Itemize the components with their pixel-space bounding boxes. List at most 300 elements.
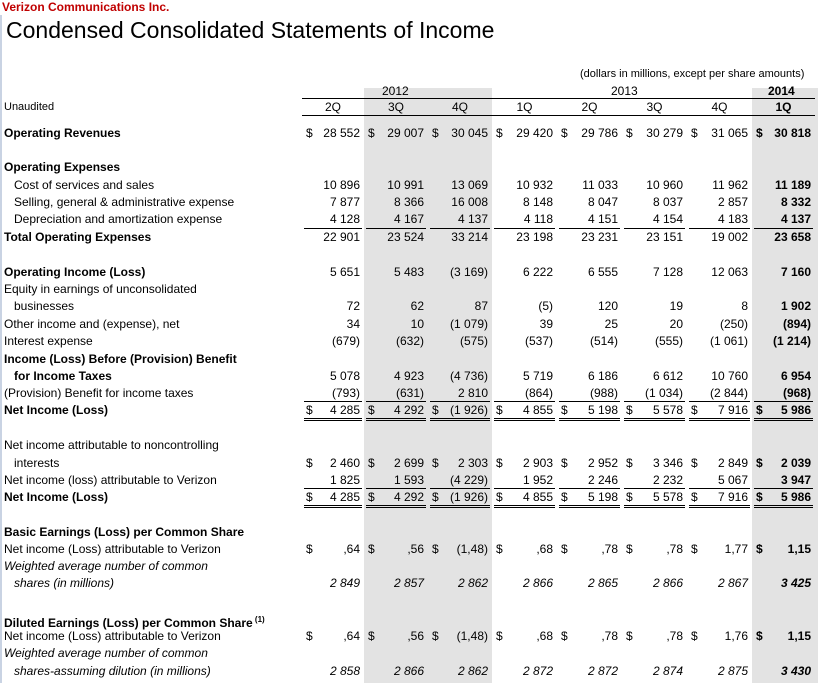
value-cell: 39: [539, 317, 553, 331]
total-rule: [624, 228, 685, 229]
row-label: Net income (Loss) attributable to Verizon: [4, 542, 221, 556]
double-rule: [430, 418, 490, 419]
table-row: [0, 455, 818, 472]
double-rule: [304, 420, 362, 421]
value-cell: $ 4 285: [306, 403, 360, 417]
total-rule: [494, 401, 555, 402]
double-rule: [494, 418, 555, 419]
value-cell: 13 069: [451, 178, 488, 192]
currency-symbol: $: [756, 629, 763, 643]
value-cell: (631): [395, 386, 424, 400]
row-label: Operating Expenses: [4, 160, 121, 174]
value-cell: 5 719: [522, 369, 553, 383]
value-cell: $ 5 986: [756, 403, 811, 417]
double-rule: [304, 507, 362, 508]
value-cell: 2 872: [587, 664, 618, 678]
value-cell: $ 4 855: [496, 403, 553, 417]
value-cell: 4 137: [457, 212, 488, 226]
currency-symbol: $: [496, 629, 503, 643]
value-cell: 2 858: [329, 664, 360, 678]
currency-symbol: $: [626, 403, 633, 417]
total-rule: [689, 228, 750, 229]
value-cell: 4 154: [652, 212, 683, 226]
value-cell: $ 28 552: [306, 126, 360, 140]
currency-symbol: $: [368, 542, 375, 556]
row-label: Other income and (expense), net: [4, 317, 180, 331]
value-cell: 25: [604, 317, 618, 331]
value-cell: $ ,68: [496, 629, 553, 643]
value-cell: 2 849: [329, 576, 360, 590]
currency-symbol: $: [626, 126, 633, 140]
table-row: [0, 351, 818, 368]
value-cell: 10 932: [516, 178, 553, 192]
value-cell: (1 061): [709, 334, 748, 348]
currency-symbol: $: [626, 542, 633, 556]
total-rule: [304, 401, 362, 402]
value-cell: $ (1,48): [432, 629, 488, 643]
currency-symbol: $: [432, 490, 439, 504]
double-rule: [494, 420, 555, 421]
value-cell: $ 1,76: [691, 629, 748, 643]
total-rule: [754, 401, 813, 402]
value-cell: 120: [597, 299, 618, 313]
unaudited-label: Unaudited: [4, 101, 55, 113]
total-rule: [754, 228, 813, 229]
row-label: shares-assuming dilution (in millions): [4, 664, 211, 678]
value-cell: $ 2 039: [756, 456, 811, 470]
row-label: for Income Taxes: [4, 369, 112, 383]
value-cell: $ 30 279: [626, 126, 683, 140]
row-label: Weighted average number of common: [4, 559, 208, 573]
value-cell: (537): [524, 334, 553, 348]
value-cell: 3 430: [780, 664, 811, 678]
year-rule: [302, 98, 815, 99]
value-cell: $ ,78: [626, 542, 683, 556]
value-cell: 2 866: [652, 576, 683, 590]
value-cell: 11 962: [712, 178, 748, 192]
value-cell: 2 810: [457, 386, 488, 400]
value-cell: 7 160: [780, 265, 811, 279]
value-cell: $ 2 303: [432, 456, 488, 470]
double-rule: [430, 420, 490, 421]
value-cell: $ 29 786: [561, 126, 618, 140]
value-cell: 2 246: [587, 473, 618, 487]
value-cell: 2 865: [587, 576, 618, 590]
value-cell: 22 901: [323, 230, 360, 244]
value-cell: 8 148: [522, 195, 553, 209]
total-rule: [430, 488, 490, 489]
table-row: [0, 211, 818, 228]
value-cell: 2 857: [393, 576, 424, 590]
value-cell: (679): [331, 334, 360, 348]
value-cell: 19 002: [711, 230, 748, 244]
value-cell: $ 5 198: [561, 490, 618, 504]
total-rule: [304, 488, 362, 489]
value-cell: 2 867: [717, 576, 748, 590]
value-cell: 5 651: [329, 265, 360, 279]
row-label: Interest expense: [4, 334, 93, 348]
footnote-marker: (1): [252, 615, 265, 624]
double-rule: [754, 507, 813, 508]
total-rule: [366, 488, 426, 489]
value-cell: $ ,78: [626, 629, 683, 643]
value-cell: 19: [669, 299, 683, 313]
total-rule: [689, 488, 750, 489]
currency-symbol: $: [432, 542, 439, 556]
value-cell: $ 3 346: [626, 456, 683, 470]
value-cell: (1 214): [772, 334, 811, 348]
currency-symbol: $: [306, 629, 313, 643]
value-cell: (514): [589, 334, 618, 348]
currency-symbol: $: [432, 456, 439, 470]
value-cell: $ 4 292: [368, 403, 424, 417]
currency-symbol: $: [368, 403, 375, 417]
row-label: Diluted Earnings (Loss) per Common Share $^{(1)}$: [4, 615, 265, 630]
value-cell: $ 30 818: [756, 126, 811, 140]
quarter-header-1: 3Q: [387, 100, 404, 114]
table-row: [0, 385, 818, 402]
value-cell: 2 866: [522, 576, 553, 590]
value-cell: 5 483: [393, 265, 424, 279]
value-cell: (894): [782, 317, 811, 331]
table-row: [0, 663, 818, 680]
row-label: Net Income (Loss): [4, 490, 109, 504]
value-cell: 5 067: [717, 473, 748, 487]
row-label: Selling, general & administrative expense: [4, 195, 235, 209]
value-cell: $ 31 065: [691, 126, 748, 140]
value-cell: $ 2 903: [496, 456, 553, 470]
currency-symbol: $: [691, 456, 698, 470]
total-rule: [559, 228, 620, 229]
value-cell: $ 30 045: [432, 126, 488, 140]
quarter-header-0: 2Q: [324, 100, 341, 114]
double-rule: [494, 507, 555, 508]
total-rule: [559, 488, 620, 489]
currency-symbol: $: [432, 629, 439, 643]
row-label: Basic Earnings (Loss) per Common Share: [4, 525, 245, 539]
table-row: [0, 316, 818, 333]
value-cell: $ 4 285: [306, 490, 360, 504]
row-label: Depreciation and amortization expense: [4, 212, 223, 226]
currency-symbol: $: [306, 456, 313, 470]
row-label: Equity in earnings of unconsolidated: [4, 282, 197, 296]
currency-symbol: $: [368, 629, 375, 643]
value-cell: 10 896: [323, 178, 360, 192]
total-rule: [494, 228, 555, 229]
total-rule: [624, 488, 685, 489]
row-label: (Provision) Benefit for income taxes: [4, 386, 194, 400]
value-cell: (632): [395, 334, 424, 348]
value-cell: 2 862: [457, 576, 488, 590]
row-label: shares (in millions): [4, 576, 115, 590]
currency-symbol: $: [626, 456, 633, 470]
value-cell: $ ,78: [561, 629, 618, 643]
table-row: [0, 264, 818, 281]
units-note: (dollars in millions, except per share amounts): [580, 68, 805, 80]
double-rule: [689, 507, 750, 508]
value-cell: 1 902: [780, 299, 811, 313]
table-row: [0, 194, 818, 211]
value-cell: 10 960: [646, 178, 683, 192]
currency-symbol: $: [368, 126, 375, 140]
value-cell: 2 875: [717, 664, 748, 678]
row-label: Net income attributable to noncontrolling: [4, 438, 219, 452]
double-rule: [559, 420, 620, 421]
currency-symbol: $: [306, 403, 313, 417]
currency-symbol: $: [561, 126, 568, 140]
value-cell: (864): [524, 386, 553, 400]
quarter-header-3: 1Q: [516, 100, 533, 114]
table-row: [0, 298, 818, 315]
value-cell: $ ,56: [368, 629, 424, 643]
value-cell: 72: [346, 299, 360, 313]
quarter-rule: [302, 115, 815, 116]
value-cell: 33 214: [451, 230, 488, 244]
double-rule: [304, 505, 362, 506]
currency-symbol: $: [756, 126, 763, 140]
value-cell: $ (1 926): [432, 490, 488, 504]
double-rule: [754, 505, 813, 506]
value-cell: $ 4 855: [496, 490, 553, 504]
value-cell: 34: [346, 317, 360, 331]
double-rule: [304, 418, 362, 419]
table-row: [0, 558, 818, 575]
value-cell: (1 079): [449, 317, 488, 331]
currency-symbol: $: [432, 403, 439, 417]
value-cell: $ 2 849: [691, 456, 748, 470]
value-cell: $ 2 699: [368, 456, 424, 470]
currency-symbol: $: [561, 542, 568, 556]
value-cell: 23 524: [387, 230, 424, 244]
value-cell: (4 229): [449, 473, 488, 487]
value-cell: (1 034): [644, 386, 683, 400]
value-cell: 1 593: [393, 473, 424, 487]
value-cell: 1 825: [329, 473, 360, 487]
currency-symbol: $: [496, 403, 503, 417]
currency-symbol: $: [368, 490, 375, 504]
double-rule: [494, 505, 555, 506]
value-cell: $ 1,77: [691, 542, 748, 556]
value-cell: 10: [410, 317, 424, 331]
double-rule: [559, 507, 620, 508]
value-cell: 10 760: [711, 369, 748, 383]
value-cell: 23 151: [646, 230, 683, 244]
value-cell: 2 857: [717, 195, 748, 209]
value-cell: $ 1,15: [756, 542, 811, 556]
row-label: Net Income (Loss): [4, 403, 109, 417]
table-row: [0, 645, 818, 662]
double-rule: [430, 507, 490, 508]
row-label: Net income (Loss) attributable to Verizon: [4, 629, 221, 643]
currency-symbol: $: [756, 542, 763, 556]
currency-symbol: $: [691, 403, 698, 417]
table-row: [0, 472, 818, 489]
table-row: [0, 489, 818, 506]
row-label: Weighted average number of common: [4, 646, 208, 660]
value-cell: 7 128: [652, 265, 683, 279]
value-cell: $ ,64: [306, 542, 360, 556]
table-row: [0, 402, 818, 419]
value-cell: 6 186: [587, 369, 618, 383]
currency-symbol: $: [691, 629, 698, 643]
value-cell: 6 954: [780, 369, 811, 383]
value-cell: 12 063: [711, 265, 748, 279]
double-rule: [366, 420, 426, 421]
value-cell: $ 5 198: [561, 403, 618, 417]
double-rule: [689, 418, 750, 419]
value-cell: (988): [589, 386, 618, 400]
value-cell: 62: [410, 299, 424, 313]
value-cell: 8 366: [393, 195, 424, 209]
quarter-header-5: 3Q: [646, 100, 663, 114]
double-rule: [559, 418, 620, 419]
value-cell: 2 872: [522, 664, 553, 678]
table-row: [0, 177, 818, 194]
value-cell: 2 232: [652, 473, 683, 487]
value-cell: 6 555: [587, 265, 618, 279]
double-rule: [366, 507, 426, 508]
value-cell: 4 183: [717, 212, 748, 226]
currency-symbol: $: [691, 490, 698, 504]
value-cell: 10 991: [387, 178, 424, 192]
value-cell: (5): [538, 299, 553, 313]
row-label: Total Operating Expenses: [4, 230, 152, 244]
value-cell: $ 2 952: [561, 456, 618, 470]
currency-symbol: $: [306, 542, 313, 556]
double-rule: [366, 418, 426, 419]
value-cell: (968): [782, 386, 811, 400]
value-cell: (250): [719, 317, 748, 331]
table-row: [0, 628, 818, 645]
value-cell: 23 658: [774, 230, 811, 244]
row-label: businesses: [4, 299, 75, 313]
value-cell: 4 923: [393, 369, 424, 383]
total-rule: [559, 401, 620, 402]
total-rule: [754, 488, 813, 489]
value-cell: $ 5 578: [626, 403, 683, 417]
table-row: [0, 368, 818, 385]
currency-symbol: $: [306, 490, 313, 504]
value-cell: (793): [331, 386, 360, 400]
value-cell: 2 874: [652, 664, 683, 678]
currency-symbol: $: [496, 490, 503, 504]
double-rule: [689, 420, 750, 421]
table-row: [0, 575, 818, 592]
value-cell: 23 198: [516, 230, 553, 244]
double-rule: [366, 505, 426, 506]
value-cell: (555): [654, 334, 683, 348]
value-cell: $ 29 420: [496, 126, 553, 140]
currency-symbol: $: [756, 456, 763, 470]
year-2012: 2012: [382, 84, 409, 98]
total-rule: [689, 401, 750, 402]
value-cell: 5 078: [329, 369, 360, 383]
double-rule: [559, 505, 620, 506]
value-cell: 4 167: [393, 212, 424, 226]
value-cell: (575): [459, 334, 488, 348]
currency-symbol: $: [561, 490, 568, 504]
value-cell: $ 7 916: [691, 490, 748, 504]
table-row: [0, 281, 818, 298]
value-cell: 2 862: [457, 664, 488, 678]
value-cell: 4 128: [329, 212, 360, 226]
total-rule: [494, 488, 555, 489]
year-2014: 2014: [768, 84, 795, 98]
value-cell: 11 033: [582, 178, 618, 192]
currency-symbol: $: [561, 403, 568, 417]
value-cell: (3 169): [449, 265, 488, 279]
value-cell: 6 222: [522, 265, 553, 279]
value-cell: 4 118: [523, 212, 553, 226]
value-cell: $ (1 926): [432, 403, 488, 417]
value-cell: $ ,68: [496, 542, 553, 556]
value-cell: 7 877: [329, 195, 360, 209]
total-rule: [366, 401, 426, 402]
table-row: [0, 229, 818, 246]
value-cell: 1 952: [522, 473, 553, 487]
quarter-header-6: 4Q: [711, 100, 728, 114]
value-cell: 8 332: [780, 195, 811, 209]
value-cell: 3 425: [780, 576, 811, 590]
value-cell: $ 5 578: [626, 490, 683, 504]
statement-title: Condensed Consolidated Statements of Income: [6, 17, 495, 43]
value-cell: (2 844): [709, 386, 748, 400]
currency-symbol: $: [691, 542, 698, 556]
row-label: Operating Revenues: [4, 126, 121, 140]
currency-symbol: $: [626, 490, 633, 504]
value-cell: 11 189: [774, 178, 811, 192]
total-rule: [430, 228, 490, 229]
table-row: [0, 541, 818, 558]
currency-symbol: $: [691, 126, 698, 140]
currency-symbol: $: [561, 456, 568, 470]
value-cell: $ ,64: [306, 629, 360, 643]
value-cell: $ ,78: [561, 542, 618, 556]
value-cell: 87: [474, 299, 488, 313]
value-cell: 20: [669, 317, 683, 331]
value-cell: $ 29 007: [368, 126, 424, 140]
total-rule: [430, 401, 490, 402]
quarter-header-4: 2Q: [581, 100, 598, 114]
table-row: [0, 611, 818, 628]
double-rule: [430, 505, 490, 506]
row-label: Net income (loss) attributable to Verizon: [4, 473, 217, 487]
table-row: [0, 333, 818, 350]
table-row: [0, 524, 818, 541]
currency-symbol: $: [496, 542, 503, 556]
quarter-header-2: 4Q: [451, 100, 468, 114]
double-rule: [754, 420, 813, 421]
total-rule: [304, 228, 362, 229]
row-label: Income (Loss) Before (Provision) Benefit: [4, 352, 237, 366]
currency-symbol: $: [496, 456, 503, 470]
value-cell: $ 7 916: [691, 403, 748, 417]
row-label: Cost of services and sales: [4, 178, 155, 192]
currency-symbol: $: [432, 126, 439, 140]
value-cell: 3 947: [780, 473, 811, 487]
double-rule: [624, 507, 685, 508]
value-cell: 8: [741, 299, 748, 313]
currency-symbol: $: [496, 126, 503, 140]
value-cell: (4 736): [449, 369, 488, 383]
value-cell: 2 866: [393, 664, 424, 678]
value-cell: 8 037: [652, 195, 683, 209]
value-cell: $ ,56: [368, 542, 424, 556]
quarter-header-7: 1Q: [775, 100, 792, 114]
double-rule: [689, 505, 750, 506]
year-2013: 2013: [611, 84, 638, 98]
value-cell: $ 2 460: [306, 456, 360, 470]
